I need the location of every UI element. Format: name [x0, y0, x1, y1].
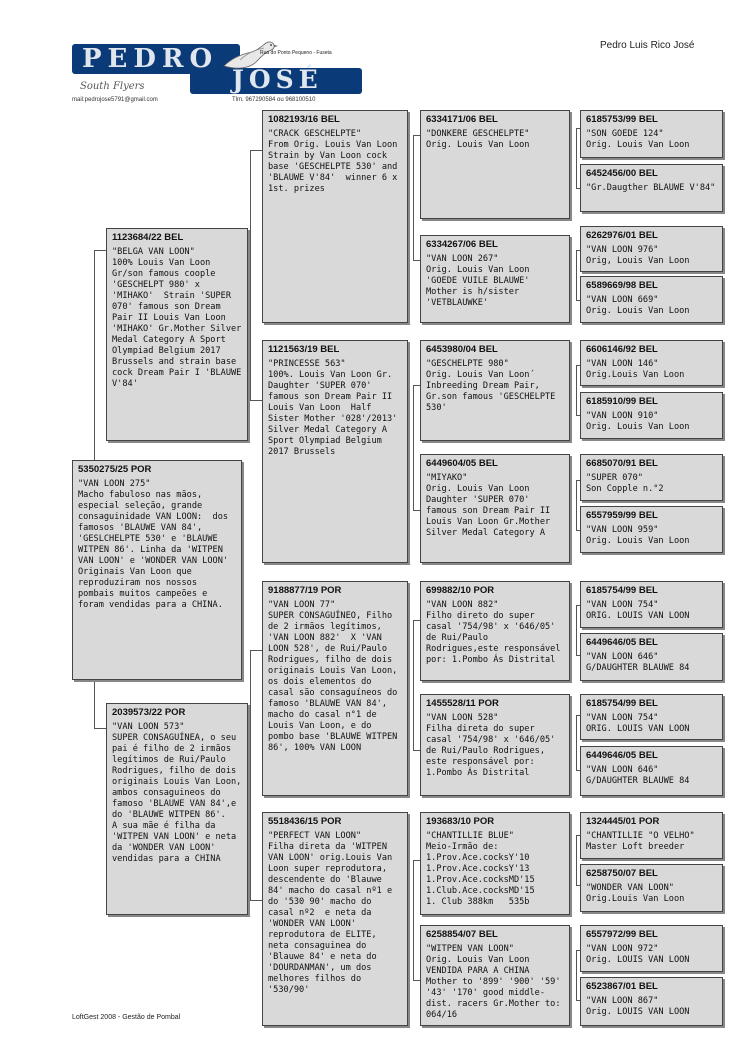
pigeon-description: "VAN LOON 910" Orig. Louis Van Loon [586, 411, 690, 432]
connector [576, 835, 577, 885]
connector [576, 605, 577, 655]
connector [576, 480, 577, 530]
pigeon-description: "VAN LOON 646" G/DAUGHTER BLAUWE 84 [586, 652, 690, 673]
pigeon-card-gen5 [580, 812, 723, 859]
pigeon-card-gen5 [580, 864, 723, 912]
ring-number: 5518436/15 POR [268, 816, 342, 827]
pigeon-card-sire-dam [262, 340, 408, 563]
connector [576, 365, 577, 415]
pigeon-card-gen4 [420, 110, 570, 219]
pigeon-description: "VAN LOON 669" Orig. Louis Van Loon [586, 295, 690, 316]
ring-number: 6334267/06 BEL [426, 239, 498, 250]
connector [576, 715, 577, 770]
ring-number: 6557972/99 BEL [586, 929, 658, 940]
pigeon-description: "VAN LOON 754" ORIG. LOUIS VAN LOON [586, 600, 690, 621]
ring-number: 6185754/99 BEL [586, 698, 658, 709]
pigeon-description: "VAN LOON 77" SUPER CONSAGUÍNEO, Filho de 2 irmãos legítimos, 'VAN LOON 882' X 'VAN LOON 528', de Rui/Paulo Rodrigues, filho de dois originais Louis Van Loon, os dois elementos do casal são consaguíneos do famoso 'BLAUWE VAN 84', macho do casal n°1 de Louis Van Loon, e do pombo base 'BLAUWE WITPEN 86', 100% VAN LOON [268, 600, 398, 753]
ring-number: 1324445/01 POR [586, 816, 660, 827]
pigeon-card-gen5 [580, 925, 723, 972]
connector [94, 680, 95, 728]
pigeon-description: "VAN LOON 573" SUPER CONSAGUÍNEA, o seu pai é filho de 2 irmãos legítimos de Rui/Paulo Rodrigues, filho de dois originais Louis Van Loon, ambos consaguineos do famoso 'BLAUWE VAN 84',e do 'BLAUWE WITPEN 86'. A sua mãe é filha da 'WITPEN VAN LOON' e neta da 'WONDER VAN LOON' vendidas para a CHINA [112, 722, 242, 864]
pigeon-card-dam [106, 703, 248, 915]
pigeon-card-gen4 [420, 235, 570, 323]
connector [413, 860, 414, 980]
breeder-name: Pedro Luis Rico José [600, 40, 695, 51]
pigeon-card-gen5 [580, 746, 723, 796]
ring-number: 6453980/04 BEL [426, 344, 498, 355]
pigeon-description: "VAN LOON 267" Orig. Louis Van Loon 'GOEDE VUILE BLAUWE' Mother is h/sister 'VETBLAUWKE' [426, 254, 530, 308]
pigeon-card-gen5 [580, 506, 723, 553]
pigeon-description: "CRACK GESCHELPTE" From Orig. Louis Van Loon Strain by Van Loon cock base 'GESCHELPTE 530' and 'BLAUWE V'84' winner 6 x 1st. prizes [268, 129, 398, 194]
pigeon-description: "PRINCESSE 563" 100%. Louis Van Loon Gr. Daughter 'SUPER 070' famous son Dream Pair II Louis Van Loon Half Sister Mother '028'/2013' Silver Medal Category A Sport Olympiad Belgium 2017 Brussels [268, 359, 398, 457]
ring-number: 6449604/05 BEL [426, 458, 498, 469]
connector [576, 250, 577, 300]
pigeon-card-gen4 [420, 340, 570, 441]
pigeon-description: "VAN LOON 882" Filho direto do super casal '754/98' x '646/05' de Rui/Paulo Rodrigues,este responsável por: 1.Pombo Ás Distrital [426, 600, 561, 665]
connector [250, 150, 262, 151]
pigeon-card-gen5 [580, 977, 723, 1026]
connector [576, 950, 577, 1000]
pigeon-card-dam-dam [262, 812, 408, 1026]
ring-number: 6334171/06 BEL [426, 114, 498, 125]
pigeon-card-gen5 [580, 454, 723, 501]
connector [250, 650, 262, 651]
pigeon-description: "VAN LOON 959" Orig. Louis Van Loon [586, 525, 690, 546]
ring-number: 6185753/99 BEL [586, 114, 658, 125]
pigeon-card-gen5 [580, 110, 723, 158]
loft-logo [72, 40, 372, 105]
pigeon-card-dam-sire [262, 581, 408, 796]
ring-number: 193683/10 POR [426, 816, 495, 827]
connector [250, 650, 251, 900]
logo-tagline: South Flyers [80, 81, 145, 92]
pigeon-card-sire-sire [262, 110, 408, 323]
pigeon-description: "DONKERE GESCHELPTE" Orig. Louis Van Loon [426, 129, 530, 150]
ring-number: 1121563/19 BEL [268, 344, 340, 355]
connector [250, 150, 251, 400]
pigeon-card-gen5 [580, 226, 723, 272]
ring-number: 2039573/22 POR [112, 707, 186, 718]
connector [413, 385, 414, 510]
pigeon-card-gen4 [420, 925, 570, 1026]
pigeon-description: "SUPER 070" Son Copple n.°2 [586, 473, 664, 494]
pigeon-card-gen5 [580, 340, 723, 386]
ring-number: 6557959/99 BEL [586, 510, 658, 521]
ring-number: 6185754/99 BEL [586, 585, 658, 596]
pigeon-card-gen4 [420, 812, 570, 915]
ring-number: 6606146/92 BEL [586, 344, 658, 355]
pigeon-description: "SON GOEDE 124" Orig. Louis Van Loon [586, 129, 690, 150]
logo-word-jose: JOSÉ [232, 65, 323, 94]
pigeon-description: "VAN LOON 976" Orig, Louis Van Loon [586, 245, 690, 266]
ring-number: 6449646/05 BEL [586, 750, 658, 761]
pigeon-description: "VAN LOON 646" G/DAUGHTER BLAUWE 84 [586, 765, 690, 786]
pigeon-card-gen5 [580, 276, 723, 323]
ring-number: 699882/10 POR [426, 585, 495, 596]
pigeon-description: "VAN LOON 528" Filha direta do super casal '754/98' x '646/05' de Rui/Paulo Rodrigues, este responsável por: 1.Pombo Ás Distrital [426, 713, 556, 778]
pigeon-description: "VAN LOON 146" Orig.Louis Van Loon [586, 359, 685, 380]
connector [94, 250, 95, 460]
pigeon-card-gen5 [580, 581, 723, 628]
pigeon-icon [220, 40, 280, 74]
loft-email: mail:pedrojose5791@gmail.com [72, 97, 158, 103]
pigeon-description: "VAN LOON 754" ORIG. LOUIS VAN LOON [586, 713, 690, 734]
connector [576, 128, 577, 188]
connector [413, 135, 414, 260]
pigeon-description: "WITPEN VAN LOON" Orig. Louis Van Loon VENDIDA PARA A CHINA Mother to '899' '900' '59' '43' '170' good middle-dist. racers Gr.Mother to: 064/16 [426, 944, 561, 1020]
pigeon-card-gen5 [580, 392, 723, 439]
ring-number: 6185910/99 BEL [586, 396, 658, 407]
pigeon-card-subject [72, 460, 242, 680]
loft-address: Rua do Ponto Pequeno - Fuseta [260, 50, 332, 56]
pigeon-description: "BELGA VAN LOON" 100% Louis Van Loon Gr/son famous coople 'GESCHELPT 980' x 'MIHAKO' Strain 'SUPER 070' famous son Dream Pair II Louis Van Loon 'MIHAKO' Gr.Mother Silver Medal Category A Sport Olympiad Belgium 2017 Brussels and strain base cock Dream Pair I 'BLAUWE V'84' [112, 247, 242, 389]
pigeon-card-gen5 [580, 633, 723, 681]
logo-word-pedro: PEDRO [82, 44, 219, 74]
pigeon-description: "PERFECT VAN LOON" Filha direta da 'WITPEN VAN LOON' orig.Louis Van Loon super reprodutora, descendente do 'Blauwe 84' macho do casal nº1 e do '530 90' macho do casal nº2 e neta da 'WONDER VAN LOON' reprodutora de ELITE, neta consaguinea do 'Blauwe 84' e neta do 'DOURDANMAN', um dos melhores filhos do '530/90' [268, 831, 393, 995]
ring-number: 6523867/01 BEL [586, 981, 658, 992]
pigeon-description: "VAN LOON 972" Orig. LOUIS VAN LOON [586, 944, 690, 965]
pigeon-description: "GESCHELPTE 980" Orig. Louis Van Loon´ Inbreeding Dream Pair, Gr.son famous 'GESCHELPTE 530' [426, 359, 556, 413]
pigeon-description: "WONDER VAN LOON" Orig.Louis Van Loon [586, 883, 685, 904]
ring-number: 6262976/01 BEL [586, 230, 658, 241]
ring-number: 6589669/98 BEL [586, 280, 658, 291]
pigeon-card-gen4 [420, 454, 570, 563]
loft-phone: Tlm. 967290584 ou 968100510 [232, 97, 316, 103]
connector [250, 900, 262, 901]
ring-number: 1082193/16 BEL [268, 114, 340, 125]
pigeon-description: "CHANTILLIE "O VELHO" Master Loft breeder [586, 831, 695, 852]
pigeon-card-sire [106, 228, 248, 441]
pigeon-description: "VAN LOON 275" Macho fabuloso nas mãos, especial seleção, grande consaguinidade VAN LOON: dos famosos 'BLAUWE VAN 84', 'GESLCHELPTE 530' e 'BLAUWE WITPEN 86'. Linha da 'WITPEN VAN LOON' e 'WONDER VAN LOON' Originais Van Loon que reproduziram nos nossos pombais muitos campeões e foram vendidas para a CHINA. [78, 479, 229, 610]
pigeon-description: "CHANTILLIE BLUE" Meio-Irmão de: 1.Prov.Ace.cocksY'10 1.Prov.Ace.cocksY'13 1.Prov.Ace.cocksMD'15 1.Club.Ace.cocksMD'15 1. Club 388km 535b [426, 831, 535, 907]
ring-number: 6452456/00 BEL [586, 168, 658, 179]
ring-number: 6685070/91 BEL [586, 458, 658, 469]
pigeon-description: "Gr.Daugther BLAUWE V'84" [586, 183, 716, 193]
ring-number: 1123684/22 BEL [112, 232, 184, 243]
pigeon-description: "MIYAKO" Orig. Louis Van Loon Daughter 'SUPER 070' famous son Dream Pair II Louis Van Loon Gr.Mother Silver Medal Category A [426, 473, 551, 538]
pigeon-card-gen5 [580, 694, 723, 740]
ring-number: 6449646/05 BEL [586, 637, 658, 648]
ring-number: 6258750/07 BEL [586, 868, 658, 879]
ring-number: 1455528/11 POR [426, 698, 499, 709]
connector [250, 400, 262, 401]
pigeon-description: "VAN LOON 867" Orig. LOUIS VAN LOON [586, 996, 690, 1017]
ring-number: 9188877/19 POR [268, 585, 342, 596]
pigeon-card-gen5 [580, 164, 723, 212]
pigeon-card-gen4 [420, 581, 570, 681]
ring-number: 5350275/25 POR [78, 464, 152, 475]
pigeon-card-gen4 [420, 694, 570, 796]
ring-number: 6258854/07 BEL [426, 929, 498, 940]
software-footer: LoftGest 2008 - Gestão de Pombal [72, 1014, 181, 1021]
connector [413, 620, 414, 750]
